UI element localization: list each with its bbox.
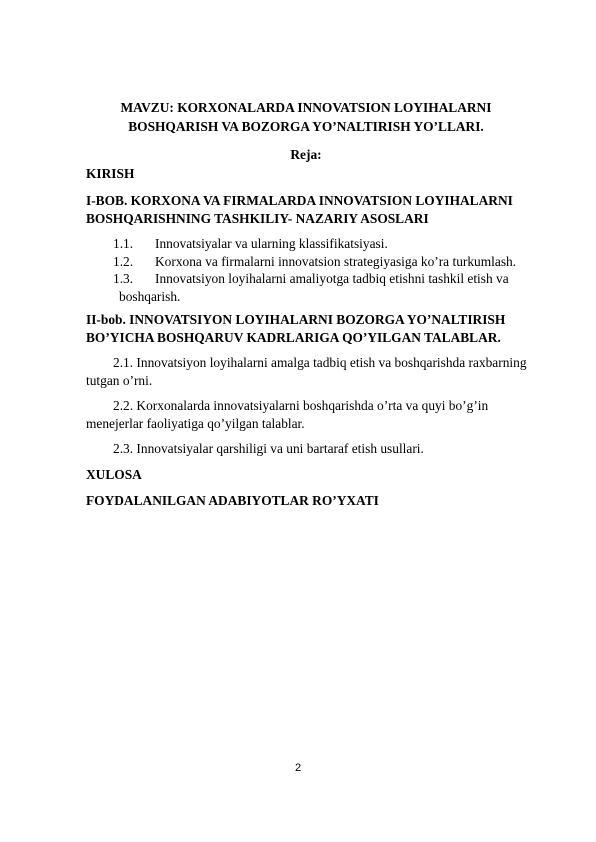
plan-heading: Reja:: [290, 147, 322, 162]
list-item-text: Innovatsiyalar va ularning klassifikatsiyasi.: [155, 236, 388, 251]
chapter-2-line-1: II-bob. INNOVATSIYON LOYIHALARNI BOZORGA YO’NALTIRISH: [86, 312, 506, 327]
chapter-1-line-2: BOSHQARISHNING TASHKILIY- NAZARIY ASOSLARI: [86, 211, 429, 226]
page-number: 2: [294, 762, 302, 774]
section-2-3: 2.3. Innovatsiyalar qarshiligi va uni bartaraf etish usullari.: [113, 441, 424, 456]
introduction-heading: KIRISH: [86, 166, 135, 181]
list-item-number: 1.2.: [113, 254, 134, 269]
list-item-number: 1.3.: [113, 271, 134, 286]
title-line-2: BOSHQARISH VA BOZORGA YO’NALTIRISH YO’LLARI.: [128, 119, 484, 134]
section-2-2: 2.2. Korxonalarda innovatsiyalarni boshqarishda o’rta va quyi bo’g’in menejerlar faoliyatiga qo’yilgan talablar.: [86, 398, 489, 431]
document-title: [86, 98, 526, 136]
chapter-2-heading: [86, 311, 546, 347]
list-item-1-2: [113, 253, 553, 271]
list-item-text: Innovatsiyon loyihalarni amaliyotga tadbiq etishni tashkil etish va: [155, 271, 509, 286]
chapter-2-line-2: BO’YICHA BOSHQARUV KADRLARIGA QO’YILGAN TALABLAR.: [86, 330, 501, 345]
chapter-1-line-1: I-BOB. KORXONA VA FIRMALARDA INNOVATSION LOYIHALARNI: [86, 193, 513, 208]
references-heading: FOYDALANILGAN ADABIYOTLAR RO’YXATI: [86, 493, 379, 508]
list-item-continuation: boshqarish.: [119, 289, 181, 304]
conclusion-heading: XULOSA: [86, 467, 142, 482]
title-line-1: MAVZU: KORXONALARDA INNOVATSION LOYIHALARNI: [120, 100, 492, 115]
list-item-1-1: [113, 235, 553, 253]
chapter-1-heading: [86, 192, 546, 228]
list-item-number: 1.1.: [113, 236, 134, 251]
section-2-1: 2.1. Innovatsiyon loyihalarni amalga tadbiq etish va boshqarishda raxbarning tutgan o’rni.: [86, 355, 527, 388]
list-item-text: Korxona va firmalarni innovatsion strategiyasiga ko’ra turkumlash.: [155, 254, 517, 269]
list-item-1-3: [113, 270, 553, 306]
